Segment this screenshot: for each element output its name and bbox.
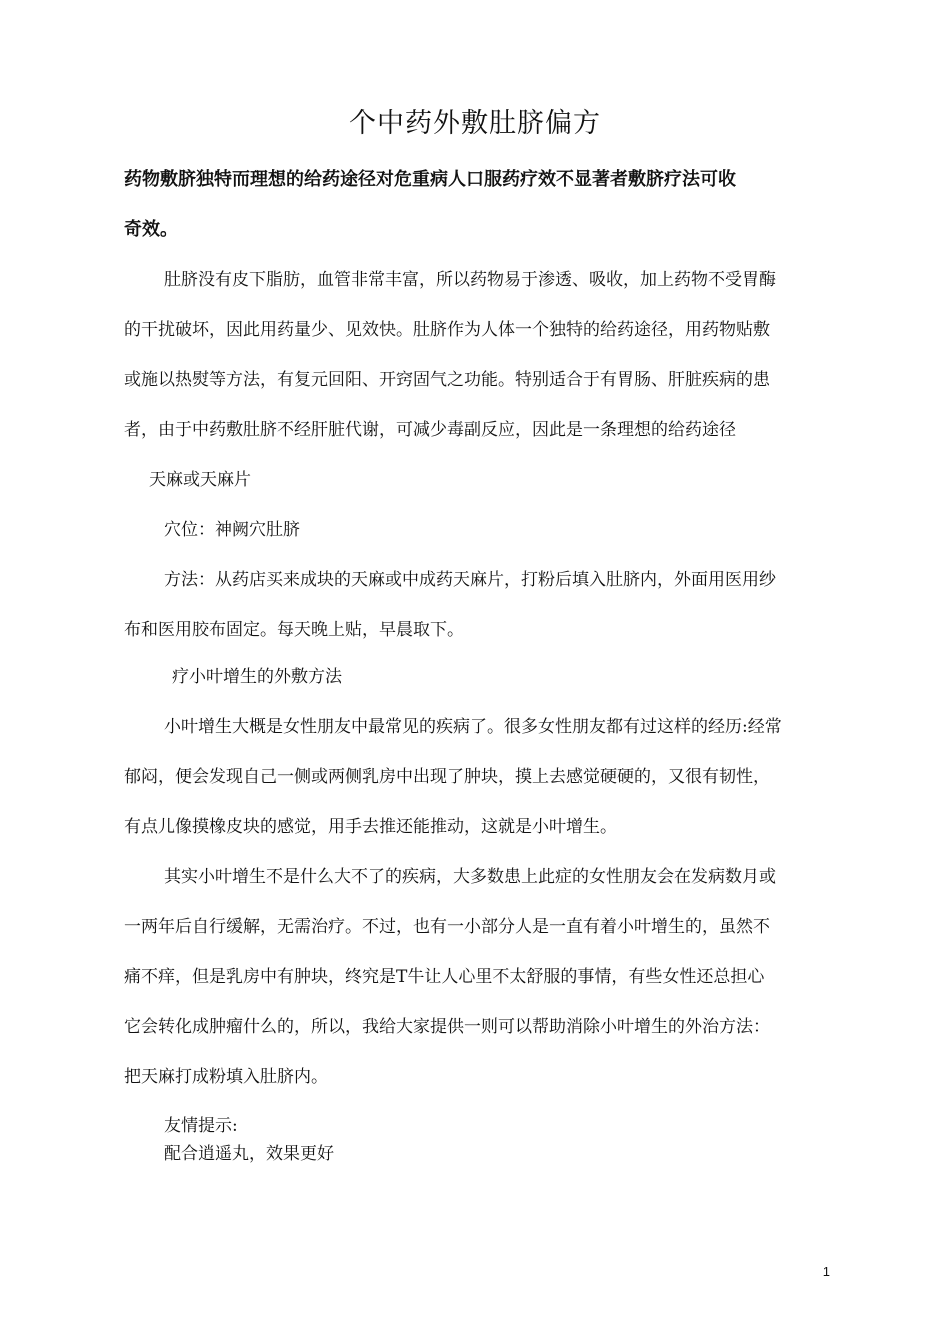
intro-line: 者，由于中药敷肚脐不经肝脏代谢，可减少毒副反应，因此是一条理想的给药途径 <box>124 420 736 440</box>
page-number: 1 <box>822 1264 830 1279</box>
paragraph-line: 有点儿像摸橡皮块的感觉，用手去推还能推动，这就是小叶增生。 <box>124 817 617 837</box>
paragraph-line: 它会转化成肿瘤什么的，所以，我给大家提供一则可以帮助消除小叶增生的外治方法： <box>124 1017 770 1037</box>
intro-line: 的干扰破坏，因此用药量少、见效快。肚脐作为人体一个独特的给药途径，用药物贴敷 <box>124 320 770 340</box>
paragraph-line: 把天麻打成粉填入肚脐内。 <box>124 1067 328 1087</box>
remedy-title: 天麻或天麻片 <box>149 470 251 490</box>
paragraph-line: 一两年后自行缓解，无需治疗。不过，也有一小部分人是一直有着小叶增生的，虽然不 <box>124 917 770 937</box>
lead-line: 奇效。 <box>124 219 178 240</box>
method-line: 布和医用胶布固定。每天晚上贴，早晨取下。 <box>124 620 464 640</box>
paragraph-line: 痛不痒，但是乳房中有肿块，终究是T牛让人心里不太舒服的事情，有些女性还总担心 <box>124 967 765 987</box>
intro-line: 或施以热熨等方法，有复元回阳、开窍固气之功能。特别适合于有胃肠、肝脏疾病的患 <box>124 370 770 390</box>
paragraph-line: 其实小叶增生不是什么大不了的疾病，大多数患上此症的女性朋友会在发病数月或 <box>164 867 776 887</box>
tip-label: 友情提示: <box>164 1116 238 1136</box>
acupoint-line: 穴位：神阙穴肚脐 <box>164 520 300 540</box>
intro-line: 肚脐没有皮下脂肪，血管非常丰富，所以药物易于渗透、吸收，加上药物不受胃酶 <box>164 270 776 290</box>
lead-line: 药物敷脐独特而理想的给药途径对危重病人口服药疗效不显著者敷脐疗法可收 <box>124 169 736 190</box>
method-line: 方法：从药店买来成块的天麻或中成药天麻片，打粉后填入肚脐内，外面用医用纱 <box>164 570 776 590</box>
tip-text: 配合逍遥丸，效果更好 <box>164 1144 334 1164</box>
paragraph-line: 小叶增生大概是女性朋友中最常见的疾病了。很多女性朋友都有过这样的经历:经常 <box>164 717 782 737</box>
section-title: 疗小叶增生的外敷方法 <box>172 667 342 687</box>
paragraph-line: 郁闷，便会发现自己一侧或两侧乳房中出现了肿块，摸上去感觉硬硬的，又很有韧性， <box>124 767 770 787</box>
document-title: 个中药外敷肚脐偏方 <box>349 108 601 139</box>
